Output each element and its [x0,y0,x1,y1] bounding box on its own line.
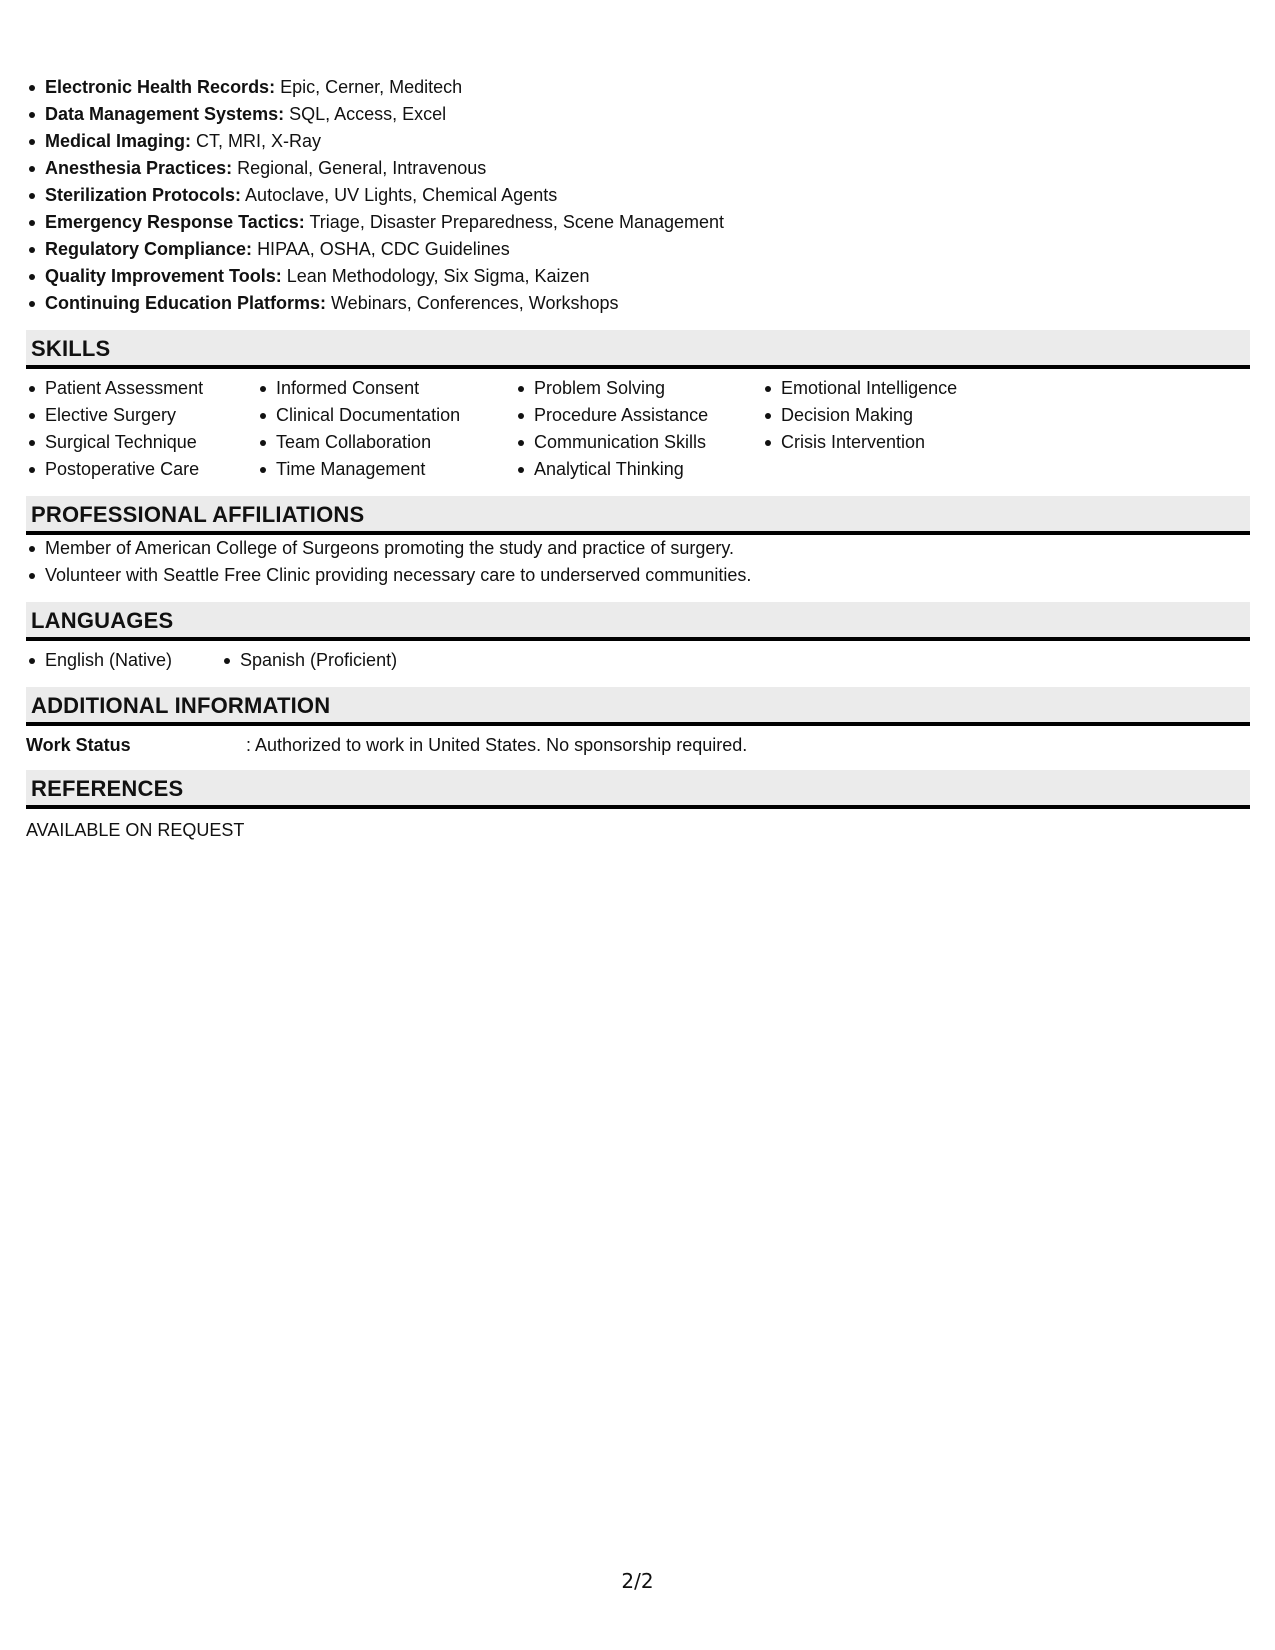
tool-item: Continuing Education Platforms: Webinars, Conferences, Workshops [45,290,1250,317]
tool-item: Anesthesia Practices: Regional, General, Intravenous [45,155,1250,182]
skill-item: Problem Solving [534,375,762,402]
skill-item: Decision Making [781,402,1021,429]
skill-item: Postoperative Care [45,456,257,483]
affiliation-item: Volunteer with Seattle Free Clinic providing necessary care to underserved communities. [45,562,1250,589]
affiliations-heading: PROFESSIONAL AFFILIATIONS [26,496,1250,535]
skill-item: Clinical Documentation [276,402,515,429]
work-status-row [26,733,1250,757]
tool-item: Electronic Health Records: Epic, Cerner, Meditech [45,74,1250,101]
work-status-label: Work Status [26,735,131,755]
skill-item: Communication Skills [534,429,762,456]
skill-item: Informed Consent [276,375,515,402]
skills-heading: SKILLS [26,330,1250,369]
languages-heading: LANGUAGES [26,602,1250,641]
skill-item: Emotional Intelligence [781,375,1021,402]
skill-item: Crisis Intervention [781,429,1021,456]
skills-column [257,375,515,483]
skill-item: Elective Surgery [45,402,257,429]
language-item: English (Native) [45,647,221,674]
references-heading: REFERENCES [26,770,1250,809]
affiliations-list [26,535,1250,589]
languages-list [26,647,1250,674]
skill-item: Analytical Thinking [534,456,762,483]
tool-item: Regulatory Compliance: HIPAA, OSHA, CDC Guidelines [45,236,1250,263]
skill-item: Procedure Assistance [534,402,762,429]
language-column [26,647,221,674]
skills-column [515,375,762,483]
work-status-value: : Authorized to work in United States. No sponsorship required. [246,735,748,755]
language-item: Spanish (Proficient) [240,647,397,674]
skill-item: Patient Assessment [45,375,257,402]
page-number: 2/2 [621,1569,654,1593]
references-text: AVAILABLE ON REQUEST [26,820,245,840]
affiliation-item: Member of American College of Surgeons promoting the study and practice of surgery. [45,535,1250,562]
tool-item: Emergency Response Tactics: Triage, Disaster Preparedness, Scene Management [45,209,1250,236]
resume-page-2 [26,74,1250,842]
skills-column [762,375,1021,483]
skill-item: Time Management [276,456,515,483]
skill-item: Surgical Technique [45,429,257,456]
tool-item: Sterilization Protocols: Autoclave, UV Lights, Chemical Agents [45,182,1250,209]
skills-grid [26,375,1250,483]
tool-item: Medical Imaging: CT, MRI, X-Ray [45,128,1250,155]
tool-item: Quality Improvement Tools: Lean Methodology, Six Sigma, Kaizen [45,263,1250,290]
tool-item: Data Management Systems: SQL, Access, Excel [45,101,1250,128]
additional-info-heading: ADDITIONAL INFORMATION [26,687,1250,726]
tools-list [26,74,1250,317]
skills-column [26,375,257,483]
skill-item: Team Collaboration [276,429,515,456]
language-column [221,647,397,674]
